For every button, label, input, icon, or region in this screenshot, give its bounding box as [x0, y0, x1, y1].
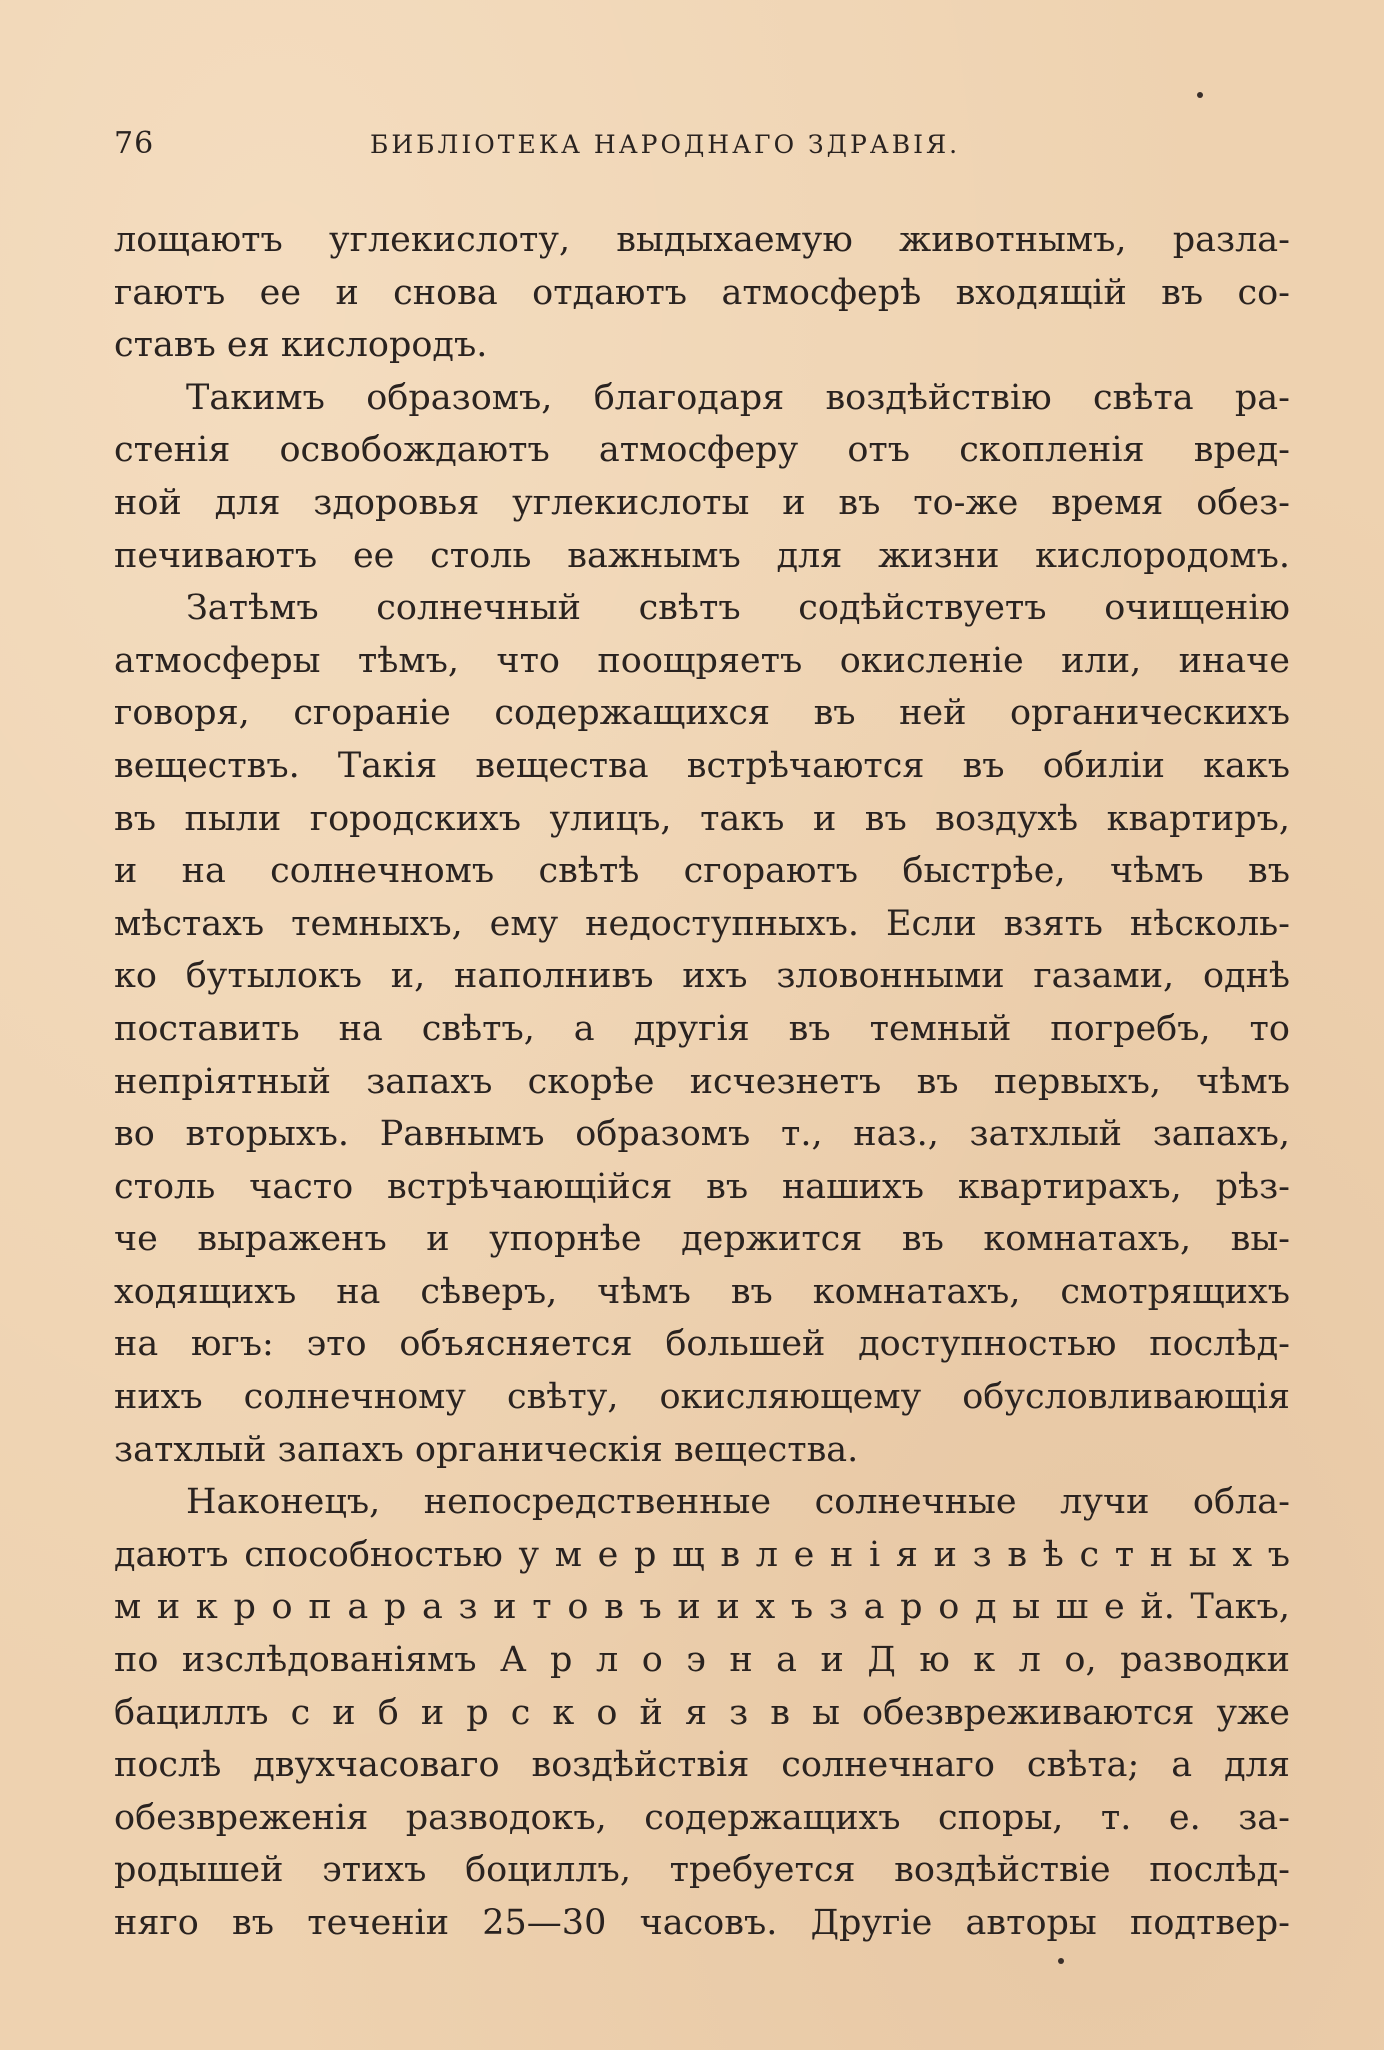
text-line: ставъ ея кислородъ.: [114, 325, 488, 366]
text-line: Наконецъ, непосредственные солнечные лучи обла-: [186, 1482, 1290, 1523]
ink-speck: [1058, 1958, 1064, 1964]
text-line: нихъ солнечному свѣту, окисляющему обусловливающiя: [114, 1377, 1290, 1418]
text-line: печиваютъ ее столь важнымъ для жизни кислородомъ.: [114, 535, 1290, 576]
text-line: по изслѣдованiямъ А р л о э н а и Д ю к л о, разводки: [114, 1640, 1290, 1681]
ink-speck: [1197, 92, 1203, 98]
text-line: м и к р о п а р а з и т о в ъ и и х ъ з а р о д ы ш е й. Такъ,: [114, 1587, 1290, 1628]
text-line: послѣ двухчасоваго воздѣйствiя солнечнаго свѣта; а для: [114, 1745, 1290, 1786]
text-line: говоря, сгоранiе содержащихся въ ней органическихъ: [114, 693, 1290, 734]
text-line: на югъ: это объясняется большей доступностью послѣд-: [114, 1324, 1290, 1365]
text-line: атмосферы тѣмъ, что поощряетъ окисленiе или, иначе: [114, 640, 1290, 681]
text-line: Такимъ образомъ, благодаря воздѣйствiю свѣта ра-: [186, 377, 1290, 418]
text-line: въ пыли городскихъ улицъ, такъ и въ воздухѣ квартиръ,: [114, 798, 1290, 839]
text-line: во вторыхъ. Равнымъ образомъ т., наз., затхлый запахъ,: [114, 1114, 1290, 1155]
text-line: затхлый запахъ органическiя вещества.: [114, 1429, 859, 1470]
text-line: даютъ способностью у м е р щ в л е н i я и з в ѣ с т н ы х ъ: [114, 1534, 1290, 1575]
text-line: ной для здоровья углекислоты и въ то-же время обез-: [114, 482, 1290, 523]
text-line: стенiя освобождаютъ атмосферу отъ скопленiя вред-: [114, 430, 1290, 471]
text-line: Затѣмъ солнечный свѣтъ содѣйствуетъ очищенiю: [186, 588, 1290, 629]
text-line: поставить на свѣтъ, а другiя въ темный погребъ, то: [114, 1008, 1290, 1049]
text-line: столь часто встрѣчающiйся въ нашихъ квартирахъ, рѣз-: [114, 1166, 1290, 1207]
text-line: лощаютъ углекислоту, выдыхаемую животнымъ, разла-: [114, 220, 1290, 260]
text-line: че выраженъ и упорнѣе держится въ комнатахъ, вы-: [114, 1219, 1290, 1260]
text-line: и на солнечномъ свѣтѣ сгораютъ быстрѣе, чѣмъ въ: [114, 851, 1290, 892]
text-line: гаютъ ее и снова отдаютъ атмосферѣ входящiй въ со-: [114, 272, 1290, 313]
text-line: непрiятный запахъ скорѣе исчезнетъ въ первыхъ, чѣмъ: [114, 1061, 1290, 1102]
text-line: ко бутылокъ и, наполнивъ ихъ зловонными газами, однѣ: [114, 956, 1290, 997]
running-title: БИБЛIОТЕКА НАРОДНАГО ЗДРАВIЯ.: [370, 130, 961, 159]
body-text: [114, 214, 1290, 1950]
text-line: мѣстахъ темныхъ, ему недоступныхъ. Если взять нѣсколь-: [114, 903, 1290, 944]
page-number: 76: [114, 126, 155, 161]
text-line: бациллъ с и б и р с к о й я з в ы обезвреживаются уже: [114, 1692, 1290, 1733]
text-line: обезвреженiя разводокъ, содержащихъ споры, т. е. за-: [114, 1797, 1290, 1838]
text-line: ходящихъ на сѣверъ, чѣмъ въ комнатахъ, смотрящихъ: [114, 1271, 1290, 1312]
page-header: [114, 120, 1294, 170]
text-line: родышей этихъ бoциллъ, требуется воздѣйствiе послѣд-: [114, 1850, 1290, 1891]
text-line: веществъ. Такiя вещества встрѣчаются въ обилiи какъ: [114, 745, 1290, 786]
text-line: няго въ теченiи 25—30 часовъ. Другiе авторы подтвер-: [114, 1903, 1290, 1943]
